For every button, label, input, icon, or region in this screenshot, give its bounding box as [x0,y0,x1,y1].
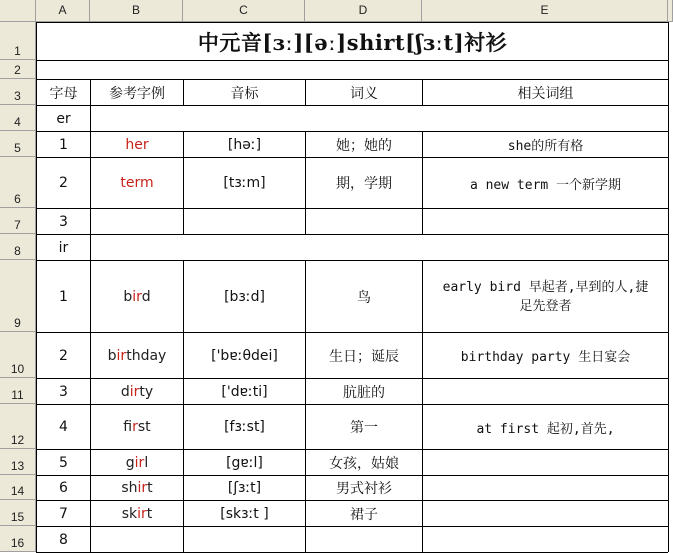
row-header-11[interactable] [0,378,36,404]
column-header-A[interactable]: A [36,0,90,22]
sheet-title: 中元音[ɜː][əː]shirt[ʃɜːt]衬衫 [197,29,508,55]
group-merged-cell-er[interactable] [91,106,668,131]
phonetic-cell[interactable] [184,209,305,234]
word-prefix: sh [121,480,138,496]
meaning-cell[interactable] [306,261,422,332]
phonetic-cell[interactable] [184,132,305,157]
header-label-letters: 字母 [49,85,78,102]
entry-number-cell[interactable] [37,405,90,449]
word-suffix: thday [126,347,167,364]
example-word-cell[interactable] [91,333,183,378]
sheet-title-cell[interactable] [37,23,668,60]
row-number: 9 [14,316,21,330]
example-word [123,289,150,305]
phrase-cell[interactable] [423,333,668,378]
meaning-cell[interactable] [306,476,422,500]
entry-number: 3 [59,383,68,400]
word-suffix: ty [139,383,154,400]
word-highlight: term [120,175,154,191]
word-highlight: ir [116,347,127,364]
meaning-cell[interactable] [306,132,422,157]
meaning-text: 鸟 [357,289,371,306]
entry-number: 2 [59,175,68,191]
entry-number: 1 [59,288,68,305]
phrase-cell[interactable] [423,476,668,500]
word-suffix: st [137,419,151,435]
meaning-text: 肮脏的 [343,384,385,401]
example-word-cell[interactable] [91,527,183,552]
row-number: 13 [10,459,25,473]
example-word-cell[interactable] [91,379,183,404]
phrase-text: at first 起初,首先, [476,421,615,437]
phonetic-text: ['dɐːti] [221,383,268,400]
meaning-cell[interactable] [306,379,422,404]
row-number: 4 [14,115,21,129]
row-header-2[interactable] [0,60,36,79]
phonetic-cell[interactable] [184,333,305,378]
word-suffix: t [147,480,153,496]
phrase-cell[interactable] [423,158,668,208]
header-cell-phonetic[interactable] [184,80,305,105]
entry-number: 8 [59,531,68,548]
example-word [121,384,153,400]
entry-number: 3 [59,213,68,230]
row-number: 6 [14,192,21,206]
entry-number-cell[interactable] [37,158,90,208]
phonetic-text: ['bɐːθdei] [211,347,278,364]
row-header-13[interactable] [0,449,36,475]
example-word [126,455,148,471]
entry-number-cell[interactable] [37,379,90,404]
word-prefix: g [125,454,135,471]
header-cell-phrase[interactable] [423,80,668,105]
entry-number-cell[interactable] [37,333,90,378]
entry-number-cell[interactable] [37,527,90,552]
phonetic-text: [skɜːt ] [220,505,269,522]
word-highlight: ir [134,454,145,471]
meaning-cell[interactable] [306,501,422,526]
example-word [108,348,167,364]
row-header-7[interactable] [0,208,36,234]
row-header-12[interactable] [0,404,36,449]
phrase-cell[interactable] [423,261,668,332]
entry-number: 7 [59,505,68,522]
phonetic-cell[interactable] [184,261,305,332]
example-word-cell[interactable] [91,158,183,208]
word-highlight: ir [129,383,140,400]
word-prefix: sk [121,505,138,522]
entry-number: 4 [59,419,68,435]
entry-number-cell[interactable] [37,132,90,157]
word-prefix: b [123,288,133,305]
select-all-corner[interactable] [0,0,36,22]
row-header-5[interactable] [0,131,36,157]
row-number: 15 [10,510,25,524]
column-header-C[interactable]: C [183,0,305,22]
header-label-example: 参考字例 [109,85,165,102]
phonetic-cell[interactable] [184,450,305,475]
phonetic-text: [gɐːl] [226,454,263,471]
meaning-text: 期，学期 [336,176,392,192]
header-label-meaning: 词义 [350,85,378,102]
example-word [121,480,152,496]
column-header-filler [668,0,673,22]
phonetic-text: [tɜːm] [223,175,266,191]
meaning-cell[interactable] [306,209,422,234]
row-header-8[interactable] [0,234,36,260]
row-number: 3 [14,89,21,103]
phonetic-cell[interactable] [184,527,305,552]
phrase-cell[interactable] [423,450,668,475]
row-number: 8 [14,244,21,258]
word-highlight: ir [132,288,142,305]
row-number: 10 [10,362,25,376]
phrase-text: early bird 早起者,早到的人,捷足先登者 [442,279,649,314]
meaning-cell[interactable] [306,158,422,208]
word-highlight: ir [132,419,138,435]
phrase-text: birthday party 生日宴会 [460,350,631,365]
group-label-cell-ir[interactable] [37,235,90,260]
example-word [120,175,153,191]
row-header-4[interactable] [0,105,36,131]
example-word-cell[interactable] [91,132,183,157]
phrase-cell[interactable] [423,379,668,404]
word-prefix: f [123,419,133,435]
phrase-cell[interactable] [423,501,668,526]
entry-number: 2 [59,347,68,364]
example-word [122,506,153,522]
entry-number: 5 [59,454,68,471]
phonetic-text: [ʃɜːt] [227,480,262,496]
example-word [123,419,150,435]
row-header-15[interactable] [0,500,36,526]
entry-number: 1 [59,136,68,153]
row-number: 5 [14,141,21,155]
phonetic-cell[interactable] [184,501,305,526]
group-label: er [56,110,71,127]
example-word-cell[interactable] [91,405,183,449]
header-label-phrase: 相关词组 [517,85,574,102]
row-number: 1 [14,44,21,58]
header-cell-letters[interactable] [37,80,90,105]
column-header-E[interactable]: E [422,0,668,22]
phonetic-cell[interactable] [184,476,305,500]
entry-number-cell[interactable] [37,476,90,500]
phrase-cell[interactable] [423,132,668,157]
entry-number: 6 [59,480,68,496]
column-header-B[interactable]: B [90,0,183,22]
word-suffix: l [144,454,149,471]
word-suffix: d [141,288,151,305]
column-header-D[interactable]: D [305,0,422,22]
row-header-9[interactable] [0,260,36,332]
word-highlight: ir [137,505,147,522]
group-merged-cell-ir[interactable] [91,235,668,260]
word-prefix: d [120,383,130,400]
meaning-text: 第一 [350,420,378,436]
entry-number-cell[interactable] [37,501,90,526]
row-number: 14 [10,484,25,498]
phrase-text: she的所有格 [507,139,584,154]
meaning-text: 男式衬衫 [336,481,392,497]
row-header-16[interactable] [0,526,36,552]
word-prefix: b [107,347,117,364]
entry-number-cell[interactable] [37,209,90,234]
group-label-cell-er[interactable] [37,106,90,131]
meaning-cell[interactable] [306,450,422,475]
word-highlight: her [125,136,149,153]
gridline-h [36,60,668,61]
row-number: 2 [14,63,21,77]
phonetic-cell[interactable] [184,158,305,208]
phrase-cell[interactable] [423,527,668,552]
header-cell-meaning[interactable] [306,80,422,105]
meaning-text: 裙子 [350,506,378,523]
meaning-cell[interactable] [306,527,422,552]
meaning-text: 女孩，姑娘 [329,455,399,472]
row-header-3[interactable] [0,79,36,105]
example-word [125,137,148,153]
row-header-6[interactable] [0,157,36,208]
meaning-text: 她；她的 [336,137,392,154]
row-number: 16 [10,536,25,550]
gridline-v [668,22,669,552]
word-highlight: ir [137,480,148,496]
phonetic-text: [həː] [227,136,262,153]
row-header-14[interactable] [0,475,36,500]
header-label-phonetic: 音标 [230,85,259,102]
phrase-cell[interactable] [423,209,668,234]
word-suffix: t [146,505,153,522]
phrase-text: a new term 一个新学期 [469,177,622,193]
phonetic-cell[interactable] [184,379,305,404]
example-word-cell[interactable] [91,261,183,332]
example-word-cell[interactable] [91,501,183,526]
row-number: 11 [11,388,24,402]
row-header-10[interactable] [0,332,36,378]
row-header-1[interactable] [0,22,36,60]
phonetic-text: [fɜːst] [224,419,265,435]
row-number: 7 [14,218,21,232]
phonetic-cell[interactable] [184,405,305,449]
entry-number-cell[interactable] [37,450,90,475]
phonetic-text: [bɜːd] [224,288,265,305]
meaning-text: 生日；诞辰 [329,348,399,365]
example-word-cell[interactable] [91,476,183,500]
meaning-cell[interactable] [306,405,422,449]
group-label: ir [58,239,69,256]
phrase-cell[interactable] [423,405,668,449]
meaning-cell[interactable] [306,333,422,378]
header-cell-example[interactable] [91,80,183,105]
example-word-cell[interactable] [91,450,183,475]
entry-number-cell[interactable] [37,261,90,332]
row-number: 12 [10,433,25,447]
example-word-cell[interactable] [91,209,183,234]
